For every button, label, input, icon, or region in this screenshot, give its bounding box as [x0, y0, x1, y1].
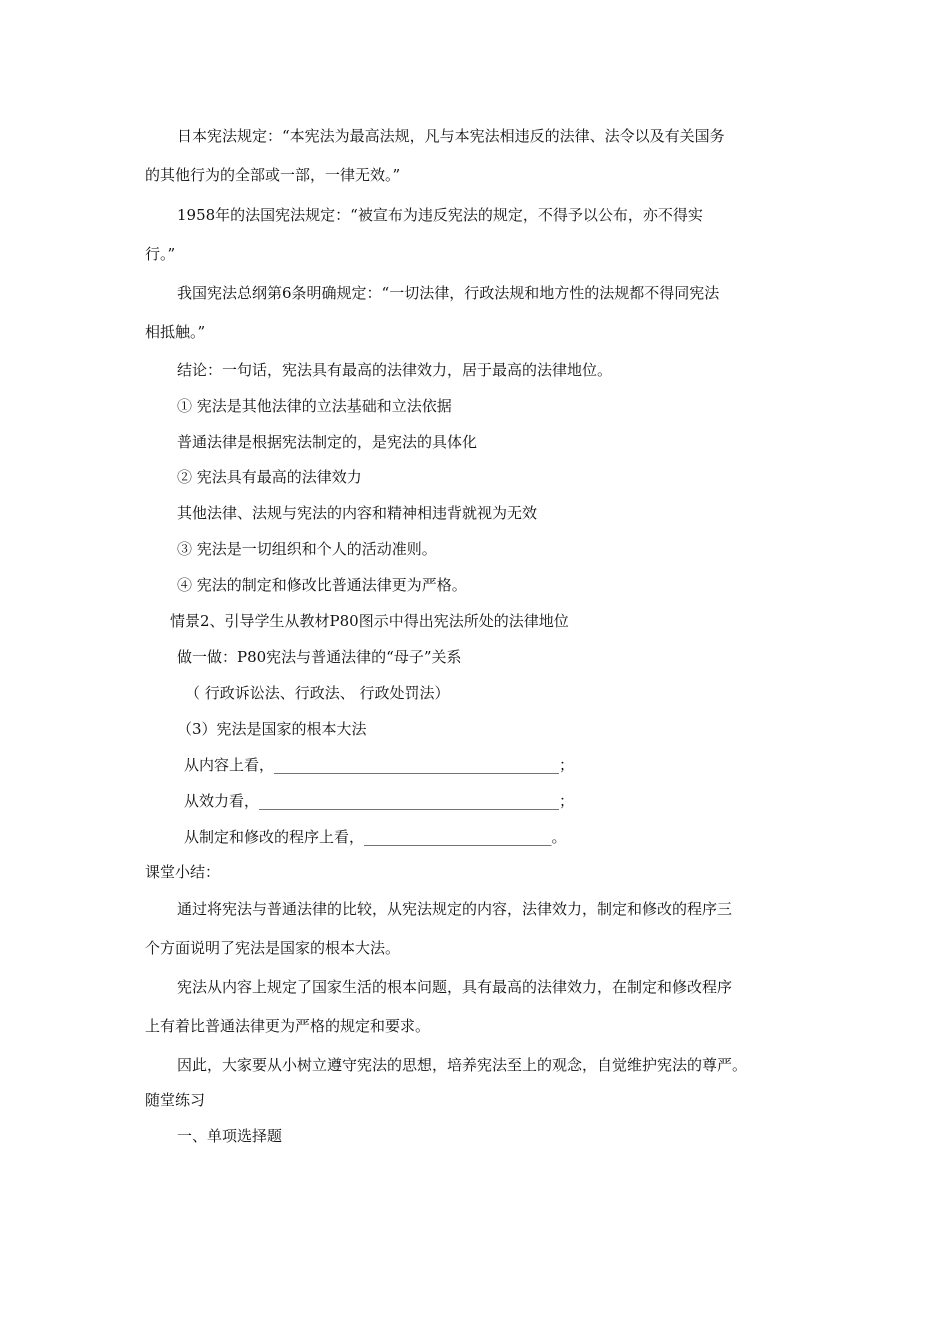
fill-blank-line: 从内容上看，______________________________________；	[184, 756, 575, 774]
scenario-heading: 情景2、引导学生从教材P80图示中得出宪法所处的法律地位	[170, 612, 569, 630]
fill-blank-line: 从制定和修改的程序上看，_________________________。	[184, 828, 567, 846]
paragraph-line: 通过将宪法与普通法律的比较，从宪法规定的内容，法律效力，制定和修改的程序三	[177, 900, 733, 918]
paragraph-line: 的其他行为的全部或一部，一律无效。”	[145, 166, 401, 184]
list-item-detail: 普通法律是根据宪法制定的，是宪法的具体化	[177, 433, 478, 451]
list-item-detail: 其他法律、法规与宪法的内容和精神相违背就视为无效	[177, 504, 538, 522]
fill-blank-line: 从效力看，________________________________________；	[184, 792, 575, 810]
paragraph-line: 上有着比普通法律更为严格的规定和要求。	[145, 1017, 431, 1035]
section-heading: 随堂练习	[145, 1091, 206, 1109]
paragraph-line: 宪法从内容上规定了国家生活的根本问题，具有最高的法律效力，在制定和修改程序	[177, 978, 733, 996]
activity-line: 做一做：P80宪法与普通法律的“母子”关系	[177, 648, 462, 666]
paragraph-line: 相抵触。”	[145, 323, 206, 341]
list-item: ① 宪法是其他法律的立法基础和立法依据	[177, 397, 452, 415]
paragraph-line: 个方面说明了宪法是国家的根本大法。	[145, 939, 401, 957]
list-item: ② 宪法具有最高的法律效力	[177, 468, 362, 486]
section-heading: 课堂小结：	[145, 863, 221, 881]
paragraph-line: 我国宪法总纲第6条明确规定：“一切法律，行政法规和地方性的法规都不得同宪法	[177, 284, 720, 302]
paragraph-line: 日本宪法规定：“本宪法为最高法规，凡与本宪法相违反的法律、法令以及有关国务	[177, 127, 725, 145]
list-item: ③ 宪法是一切组织和个人的活动准则。	[177, 540, 437, 558]
list-item: ④ 宪法的制定和修改比普通法律更为严格。	[177, 576, 467, 594]
subsection-heading: （3）宪法是国家的根本大法	[177, 720, 367, 738]
paragraph-line: 因此，大家要从小树立遵守宪法的思想，培养宪法至上的观念，自觉维护宪法的尊严。	[177, 1056, 748, 1074]
activity-line: （ 行政诉讼法、行政法、 行政处罚法）	[185, 684, 450, 702]
conclusion-line: 结论：一句话，宪法具有最高的法律效力，居于最高的法律地位。	[177, 361, 613, 379]
paragraph-line: 1958年的法国宪法规定：“被宣布为违反宪法的规定，不得予以公布，亦不得实	[177, 206, 703, 224]
paragraph-line: 行。”	[145, 245, 176, 263]
exercise-heading: 一、单项选择题	[177, 1127, 283, 1145]
